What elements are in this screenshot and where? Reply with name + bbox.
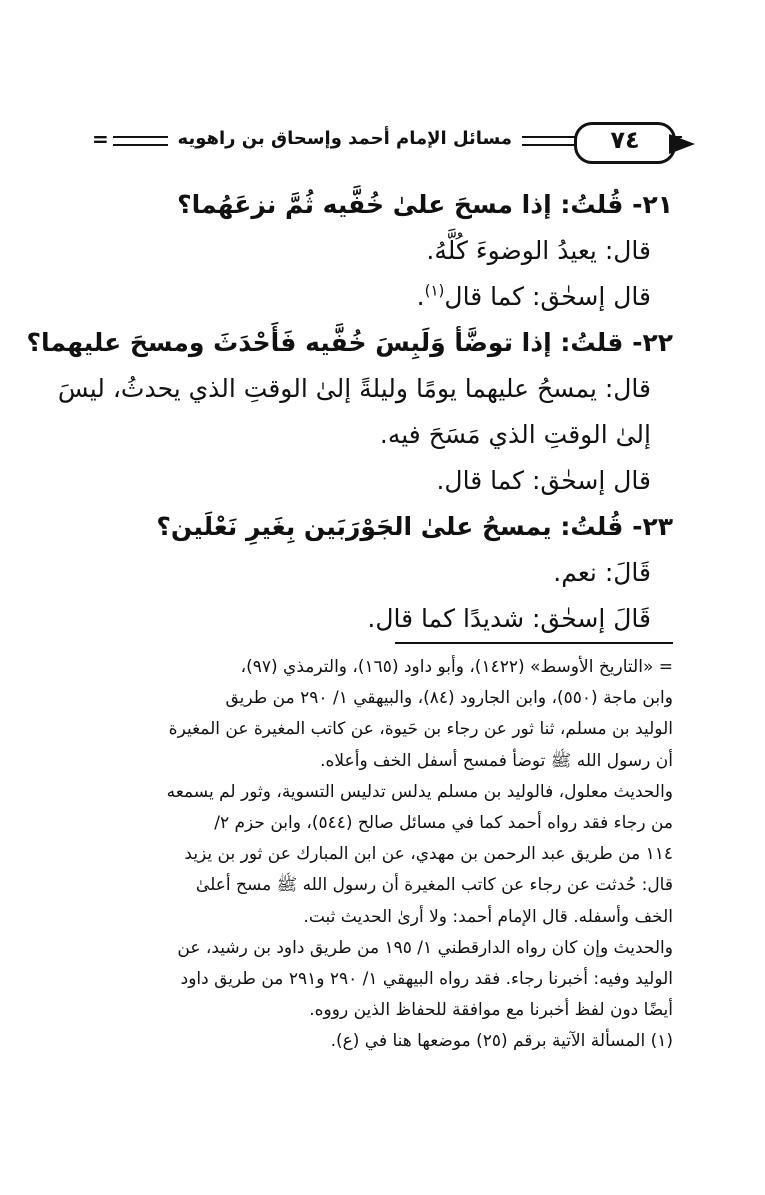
answer-23-ishaq: قَالَ إسحٰق: شديدًا كما قال. xyxy=(367,604,651,633)
header-continuation-mark: = xyxy=(92,124,113,154)
page-number-badge xyxy=(574,122,676,164)
footnote-separator xyxy=(395,642,673,644)
footnote-ref-1[interactable]: (١) xyxy=(424,281,445,300)
footnote-line: من رجاء فقد رواه أحمد كما في مسائل صالح (٥٤٤)، وابن حزم ٢/ xyxy=(214,813,673,834)
question-22: ٢٢- قلتُ: إذا توضَّأ وَلَبِسَ خُفَّيه فَأَحْدَثَ ومسحَ عليهما؟ xyxy=(26,328,673,357)
page-number-arrow-icon xyxy=(669,134,695,154)
footnotes xyxy=(83,652,673,1058)
footnote-line: الوليد وفيه: أخبرنا رجاء. فقد رواه البيهقي ١/ ٢٩٠ و٢٩١ من طريق داود xyxy=(180,969,673,990)
answer-23-ahmad: قَالَ: نعم. xyxy=(553,558,651,587)
answer-22-ahmad-continued: إلىٰ الوقتِ الذي مَسَحَ فيه. xyxy=(379,420,651,449)
footnote-line: قال: حُدثت عن رجاء عن كاتب المغيرة أن رسول الله ﷺ مسح أعلىٰ xyxy=(195,875,673,896)
answer-21-ishaq-text: قال إسحٰق: كما قال xyxy=(444,282,651,311)
answer-21-ishaq xyxy=(83,274,673,320)
footnote-line: الوليد بن مسلم، ثنا ثور عن رجاء بن حَيوة، عن كاتب المغيرة عن المغيرة xyxy=(168,719,673,740)
footnote-line: ١١٤ من طريق عبد الرحمن بن مهدي، عن ابن المبارك عن ثور بن يزيد xyxy=(184,844,673,865)
footnote-line: والحديث معلول، فالوليد بن مسلم يدلس تدليس التسوية، وثور لم يسمعه xyxy=(166,781,673,802)
footnote-line: أيضًا دون لفظ أخبرنا مع موافقة للحفاظ الذين رووه. xyxy=(309,1000,673,1021)
running-title: مسائل الإمام أحمد وإسحاق بن راهويه xyxy=(168,124,522,154)
footnote-line: الخف وأسفله. قال الإمام أحمد: ولا أرىٰ الحديث ثبت. xyxy=(303,906,673,927)
footnote-line: والحديث وإن كان رواه الدارقطني ١/ ١٩٥ من طريق داود بن رشيد، عن xyxy=(177,937,673,958)
footnote-1: (١) المسألة الآتية برقم (٢٥) موضعها هنا في (ع). xyxy=(330,1031,673,1052)
main-text xyxy=(26,182,673,642)
answer-22-ahmad: قال: يمسحُ عليهما يومًا وليلةً إلىٰ الوقتِ الذي يحدثُ، ليسَ xyxy=(57,374,651,403)
answer-21-ahmad: قال: يعيدُ الوضوءَ كُلَّهُ. xyxy=(426,236,651,265)
question-23: ٢٣- قُلتُ: يمسحُ علىٰ الجَوْرَبَين بِغَيرِ نَعْلَين؟ xyxy=(156,512,673,541)
answer-21-ishaq-end: . xyxy=(416,282,425,311)
footnote-line: أن رسول الله ﷺ توضأ فمسح أسفل الخف وأعلاه. xyxy=(320,750,673,771)
running-header xyxy=(92,122,682,168)
question-21: ٢١- قُلتُ: إذا مسحَ علىٰ خُفَّيه ثُمَّ نزعَهُما؟ xyxy=(177,190,673,219)
footnote-line: = «التاريخ الأوسط» (١٤٢٢)، وأبو داود (١٦٥)، والترمذي (٩٧)، xyxy=(240,657,673,677)
page-number: ٧٤ xyxy=(610,126,640,154)
answer-22-ishaq: قال إسحٰق: كما قال. xyxy=(436,466,651,495)
footnote-line: وابن ماجة (٥٥٠)، وابن الجارود (٨٤)، والبيهقي ١/ ٢٩٠ من طريق xyxy=(225,688,673,709)
